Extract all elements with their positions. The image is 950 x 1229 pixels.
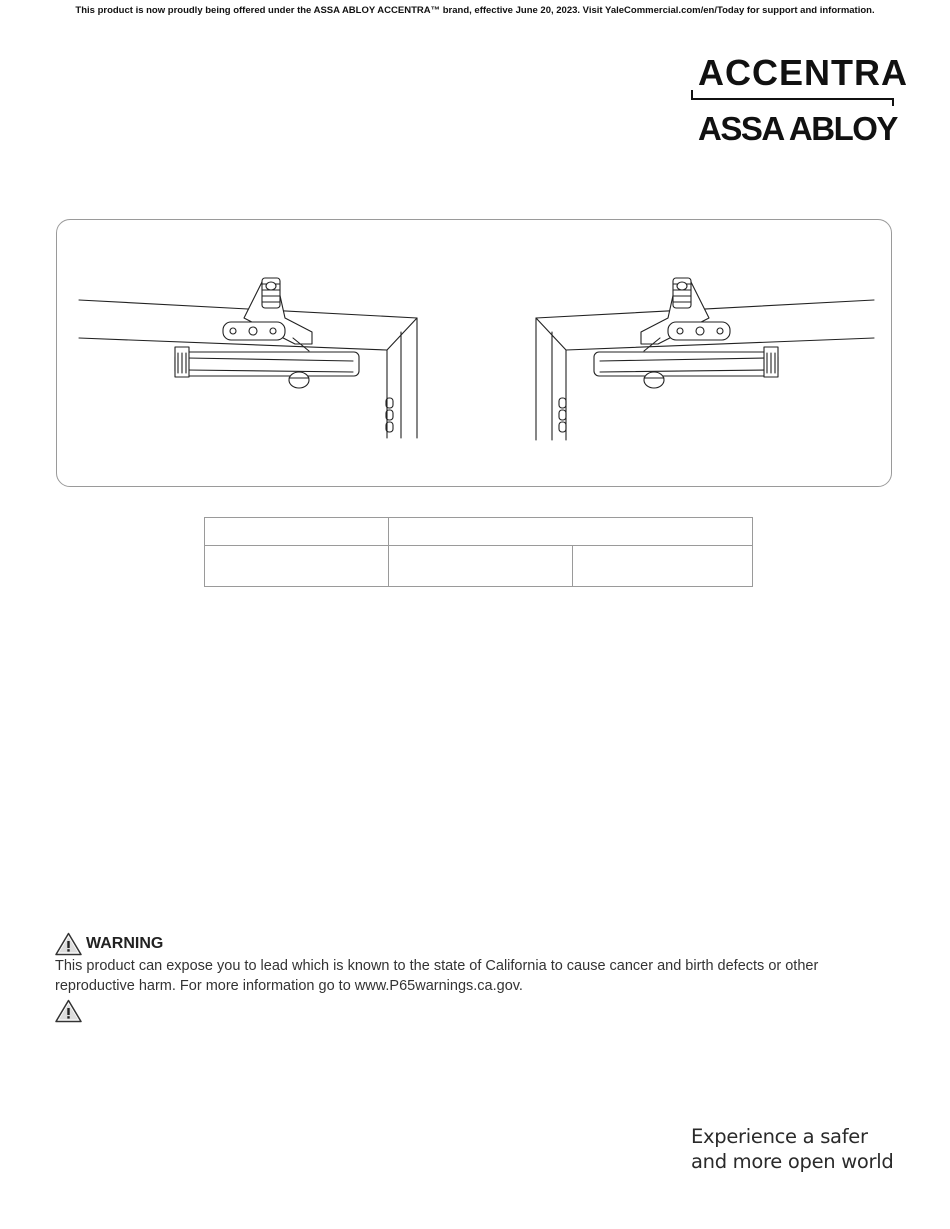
tagline-line-2: and more open world — [691, 1150, 894, 1173]
warning-heading — [55, 932, 163, 956]
door-closer-illustrations — [57, 220, 893, 488]
logo-parent-text: ASSA ABLOY — [698, 110, 897, 147]
warning-line-1: This product can expose you to lead which is known to the state of California to cause cancer and birth defects or other — [55, 958, 819, 974]
brand-tagline — [691, 1124, 931, 1174]
door-closer-figure-panel — [56, 219, 892, 487]
warning-triangle-icon — [55, 999, 82, 1023]
logo-brand-text: ACCENTRA — [698, 52, 908, 93]
warning-triangle-icon — [55, 932, 82, 956]
table-row — [205, 546, 753, 587]
logo-rule-right — [892, 98, 894, 106]
brand-transition-notice: This product is now proudly being offered under the ASSA ABLOY ACCENTRA™ brand, effective June 20, 2023. Visit YaleCommercial.com/en/Today for support and information. — [75, 5, 875, 16]
logo-rule — [691, 98, 894, 100]
tagline-line-1: Experience a safer — [691, 1125, 868, 1148]
warning-title: WARNING — [86, 935, 164, 952]
table-cell — [389, 518, 753, 546]
accentra-assa-abloy-logo — [688, 52, 908, 148]
table-cell — [205, 518, 389, 546]
right-hinge — [559, 398, 566, 432]
warning-line-2: reproductive harm. For more information go to www.P65warnings.ca.gov. — [55, 978, 523, 994]
door-closer-right-hand-illustration — [536, 278, 874, 440]
prop65-warning-text — [55, 956, 895, 996]
table-cell — [205, 546, 389, 587]
spec-table — [204, 517, 753, 587]
table-row — [205, 518, 753, 546]
table-cell — [389, 546, 573, 587]
table-cell — [573, 546, 753, 587]
door-closer-left-hand-illustration — [79, 278, 417, 438]
